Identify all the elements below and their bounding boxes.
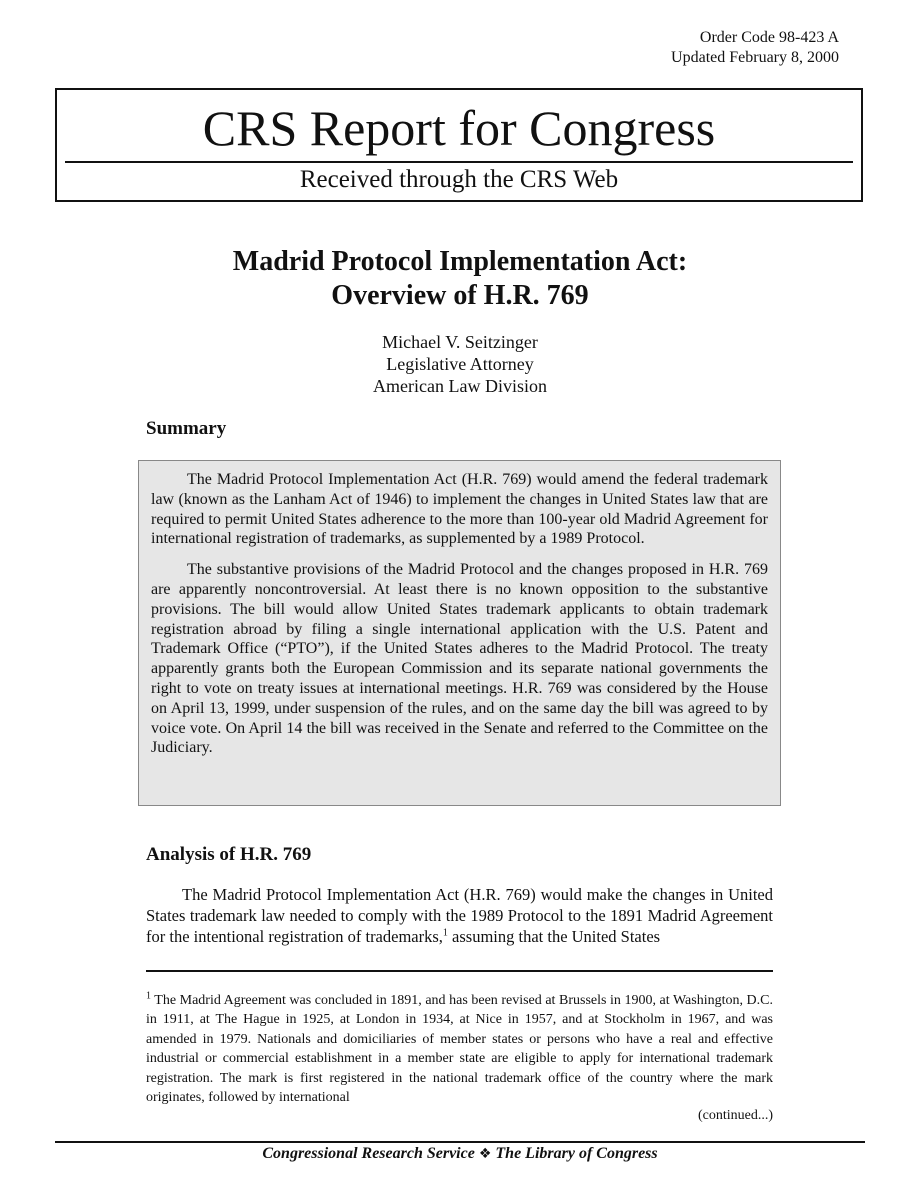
summary-paragraph: The Madrid Protocol Implementation Act (H.R. 769) would amend the federal trademark law (known as the Lanham Act of 1946) to implement the changes in United States law that are required to permit United States adherence to the more than 100-year old Madrid Agreement for international registration of trademarks, as supplemented by a 1989 Protocol. — [151, 471, 768, 548]
analysis-paragraph — [146, 884, 773, 947]
footnote — [146, 991, 773, 1107]
page-footer — [0, 1143, 920, 1165]
analysis-text: The Madrid Protocol Implementation Act (H.R. 769) would make the changes in United States trademark law needed to comply with the 1989 Protocol to the 1891 Madrid Agreement for the intentional registration of trademarks, — [146, 885, 773, 946]
order-info — [671, 28, 839, 68]
author-name: Michael V. Seitzinger — [382, 332, 538, 352]
summary-heading: Summary — [146, 418, 227, 439]
updated-date: Updated February 8, 2000 — [671, 49, 839, 66]
document-title-line2: Overview of H.R. 769 — [331, 280, 589, 311]
report-banner — [55, 88, 863, 202]
diamond-separator-icon: ❖ — [478, 1146, 492, 1162]
banner-divider — [65, 161, 853, 163]
order-code: Order Code 98-423 A — [699, 29, 839, 46]
author-position: Legislative Attorney — [386, 354, 534, 374]
footnote-continued: (continued...) — [697, 1108, 773, 1123]
summary-box — [138, 460, 781, 806]
footer-crs: Congressional Research Service — [262, 1145, 475, 1162]
analysis-heading: Analysis of H.R. 769 — [146, 844, 312, 865]
footnote-text: The Madrid Agreement was concluded in 1891, and has been revised at Brussels in 1900, at Washington, D.C. in 1911, at The Hague in 1925, at London in 1934, at Nice in 1957, and at Stockholm in 1967, and was amended in 1979. Nationals and domiciliaries of member states or persons who have a real and effective industrial or commercial establishment in a member state are eligible to apply for international trademark registration. The mark is first registered in the national trademark office of the country where the mark originates, followed by international — [146, 993, 773, 1106]
footer-loc: The Library of Congress — [495, 1145, 658, 1162]
footnote-reference[interactable]: 1 — [442, 927, 448, 939]
analysis-text: assuming that the United States — [447, 927, 661, 946]
summary-paragraph: The substantive provisions of the Madrid Protocol and the changes proposed in H.R. 769 are apparently noncontroversial. At least there is no known opposition to the substantive provisions. The bill would allow United States trademark applicants to obtain trademark registration abroad by filing a single international application with the U.S. Patent and Trademark Office (“PTO”), if the United States adheres to the Madrid Protocol. The treaty apparently grants both the European Commission and its separate national governments the right to vote on treaty issues at international meetings. H.R. 769 was considered by the House on April 13, 1999, under suspension of the rules, and on the same day the bill was agreed to by voice vote. On April 14 the bill was received in the Senate and referred to the Committee on the Judiciary. — [151, 561, 768, 757]
banner-title: CRS Report for Congress — [202, 100, 716, 156]
author-division: American Law Division — [373, 376, 547, 396]
document-title-line1: Madrid Protocol Implementation Act: — [232, 246, 688, 277]
banner-subtitle: Received through the CRS Web — [299, 166, 619, 193]
footnote-mark: 1 — [146, 990, 151, 1002]
footnote-divider — [146, 970, 773, 972]
